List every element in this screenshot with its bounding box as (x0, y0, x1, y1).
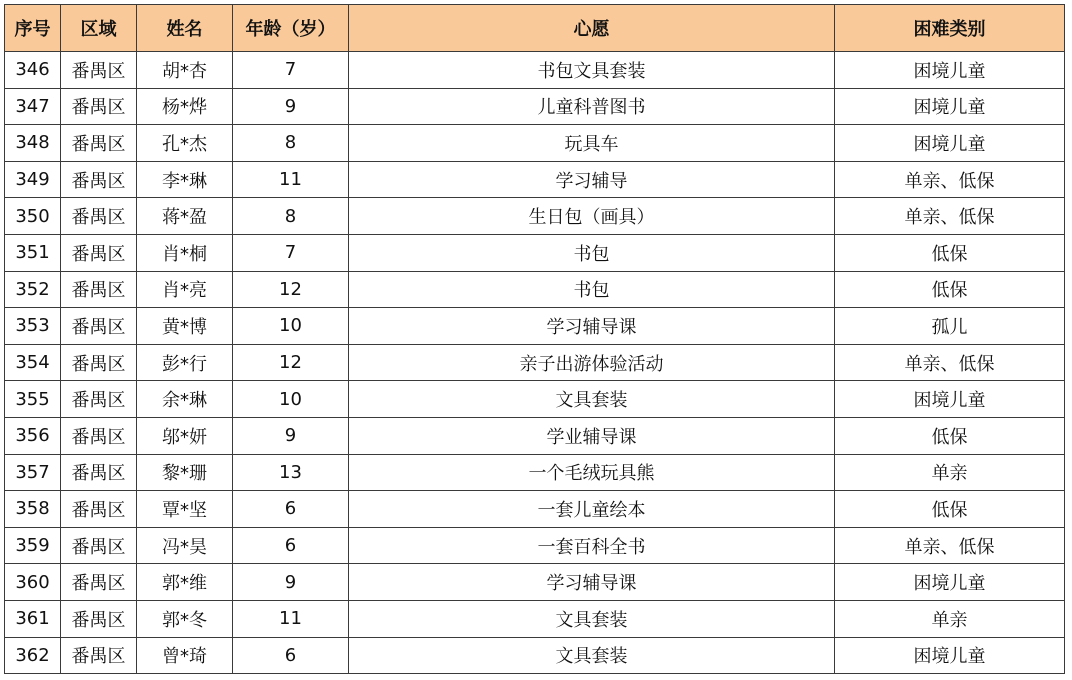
cell-category: 困境儿童 (835, 637, 1065, 674)
cell-category: 困境儿童 (835, 125, 1065, 162)
header-name: 姓名 (137, 5, 233, 52)
table-row (5, 125, 1065, 162)
table-row (5, 564, 1065, 601)
cell-wish: 一套儿童绘本 (349, 491, 835, 528)
cell-wish: 学习辅导课 (349, 308, 835, 345)
cell-name: 覃*坚 (137, 491, 233, 528)
cell-no: 352 (5, 271, 61, 308)
cell-no: 349 (5, 161, 61, 198)
table-body (5, 52, 1065, 674)
header-no: 序号 (5, 5, 61, 52)
cell-category: 单亲、低保 (835, 527, 1065, 564)
table-row (5, 417, 1065, 454)
cell-area: 番禺区 (61, 308, 137, 345)
cell-age: 11 (233, 600, 349, 637)
cell-no: 356 (5, 417, 61, 454)
cell-category: 单亲 (835, 454, 1065, 491)
cell-wish: 书包文具套装 (349, 52, 835, 89)
cell-name: 郭*冬 (137, 600, 233, 637)
cell-category: 困境儿童 (835, 52, 1065, 89)
cell-area: 番禺区 (61, 454, 137, 491)
cell-no: 347 (5, 88, 61, 125)
cell-wish: 文具套装 (349, 381, 835, 418)
table-row (5, 234, 1065, 271)
cell-area: 番禺区 (61, 234, 137, 271)
cell-area: 番禺区 (61, 161, 137, 198)
cell-wish: 一个毛绒玩具熊 (349, 454, 835, 491)
table-row (5, 344, 1065, 381)
cell-name: 胡*杏 (137, 52, 233, 89)
cell-area: 番禺区 (61, 381, 137, 418)
wish-table (4, 4, 1065, 674)
cell-name: 肖*亮 (137, 271, 233, 308)
cell-category: 低保 (835, 491, 1065, 528)
cell-no: 354 (5, 344, 61, 381)
table-row (5, 198, 1065, 235)
cell-age: 6 (233, 491, 349, 528)
cell-area: 番禺区 (61, 52, 137, 89)
cell-wish: 玩具车 (349, 125, 835, 162)
cell-category: 单亲、低保 (835, 198, 1065, 235)
cell-category: 低保 (835, 271, 1065, 308)
cell-wish: 一套百科全书 (349, 527, 835, 564)
header-category: 困难类别 (835, 5, 1065, 52)
wish-table-container (4, 4, 1065, 674)
cell-area: 番禺区 (61, 417, 137, 454)
cell-wish: 学习辅导课 (349, 564, 835, 601)
cell-name: 彭*行 (137, 344, 233, 381)
table-row (5, 88, 1065, 125)
cell-name: 冯*昊 (137, 527, 233, 564)
cell-name: 肖*桐 (137, 234, 233, 271)
cell-area: 番禺区 (61, 637, 137, 674)
cell-area: 番禺区 (61, 564, 137, 601)
cell-no: 361 (5, 600, 61, 637)
cell-no: 360 (5, 564, 61, 601)
cell-name: 邬*妍 (137, 417, 233, 454)
cell-age: 9 (233, 88, 349, 125)
cell-no: 353 (5, 308, 61, 345)
cell-area: 番禺区 (61, 125, 137, 162)
cell-category: 单亲、低保 (835, 344, 1065, 381)
cell-name: 杨*烨 (137, 88, 233, 125)
cell-wish: 学业辅导课 (349, 417, 835, 454)
table-row (5, 161, 1065, 198)
cell-category: 困境儿童 (835, 88, 1065, 125)
header-wish: 心愿 (349, 5, 835, 52)
cell-area: 番禺区 (61, 527, 137, 564)
cell-age: 9 (233, 564, 349, 601)
cell-age: 7 (233, 52, 349, 89)
cell-age: 8 (233, 125, 349, 162)
header-age: 年龄（岁） (233, 5, 349, 52)
cell-area: 番禺区 (61, 198, 137, 235)
cell-wish: 生日包（画具） (349, 198, 835, 235)
cell-name: 黄*博 (137, 308, 233, 345)
cell-wish: 学习辅导 (349, 161, 835, 198)
cell-category: 困境儿童 (835, 564, 1065, 601)
cell-category: 困境儿童 (835, 381, 1065, 418)
table-row (5, 527, 1065, 564)
cell-no: 350 (5, 198, 61, 235)
cell-age: 6 (233, 637, 349, 674)
cell-name: 李*琳 (137, 161, 233, 198)
cell-name: 曾*琦 (137, 637, 233, 674)
cell-age: 12 (233, 271, 349, 308)
cell-age: 11 (233, 161, 349, 198)
table-row (5, 271, 1065, 308)
cell-wish: 儿童科普图书 (349, 88, 835, 125)
cell-area: 番禺区 (61, 600, 137, 637)
table-row (5, 52, 1065, 89)
table-row (5, 491, 1065, 528)
cell-no: 348 (5, 125, 61, 162)
cell-age: 10 (233, 308, 349, 345)
cell-category: 低保 (835, 417, 1065, 454)
cell-no: 358 (5, 491, 61, 528)
cell-area: 番禺区 (61, 271, 137, 308)
cell-age: 8 (233, 198, 349, 235)
header-area: 区域 (61, 5, 137, 52)
cell-wish: 亲子出游体验活动 (349, 344, 835, 381)
cell-age: 12 (233, 344, 349, 381)
cell-age: 6 (233, 527, 349, 564)
cell-no: 359 (5, 527, 61, 564)
cell-age: 13 (233, 454, 349, 491)
cell-no: 351 (5, 234, 61, 271)
cell-no: 355 (5, 381, 61, 418)
cell-name: 郭*维 (137, 564, 233, 601)
cell-age: 10 (233, 381, 349, 418)
cell-age: 9 (233, 417, 349, 454)
cell-no: 362 (5, 637, 61, 674)
cell-category: 单亲、低保 (835, 161, 1065, 198)
cell-wish: 文具套装 (349, 637, 835, 674)
cell-category: 孤儿 (835, 308, 1065, 345)
cell-area: 番禺区 (61, 88, 137, 125)
table-row (5, 600, 1065, 637)
cell-age: 7 (233, 234, 349, 271)
cell-wish: 书包 (349, 271, 835, 308)
table-row (5, 381, 1065, 418)
cell-area: 番禺区 (61, 344, 137, 381)
cell-name: 孔*杰 (137, 125, 233, 162)
cell-name: 余*琳 (137, 381, 233, 418)
cell-category: 低保 (835, 234, 1065, 271)
cell-category: 单亲 (835, 600, 1065, 637)
cell-name: 黎*珊 (137, 454, 233, 491)
table-header-row (5, 5, 1065, 52)
cell-wish: 书包 (349, 234, 835, 271)
cell-no: 346 (5, 52, 61, 89)
table-row (5, 637, 1065, 674)
cell-name: 蒋*盈 (137, 198, 233, 235)
table-row (5, 454, 1065, 491)
cell-wish: 文具套装 (349, 600, 835, 637)
cell-area: 番禺区 (61, 491, 137, 528)
cell-no: 357 (5, 454, 61, 491)
table-row (5, 308, 1065, 345)
